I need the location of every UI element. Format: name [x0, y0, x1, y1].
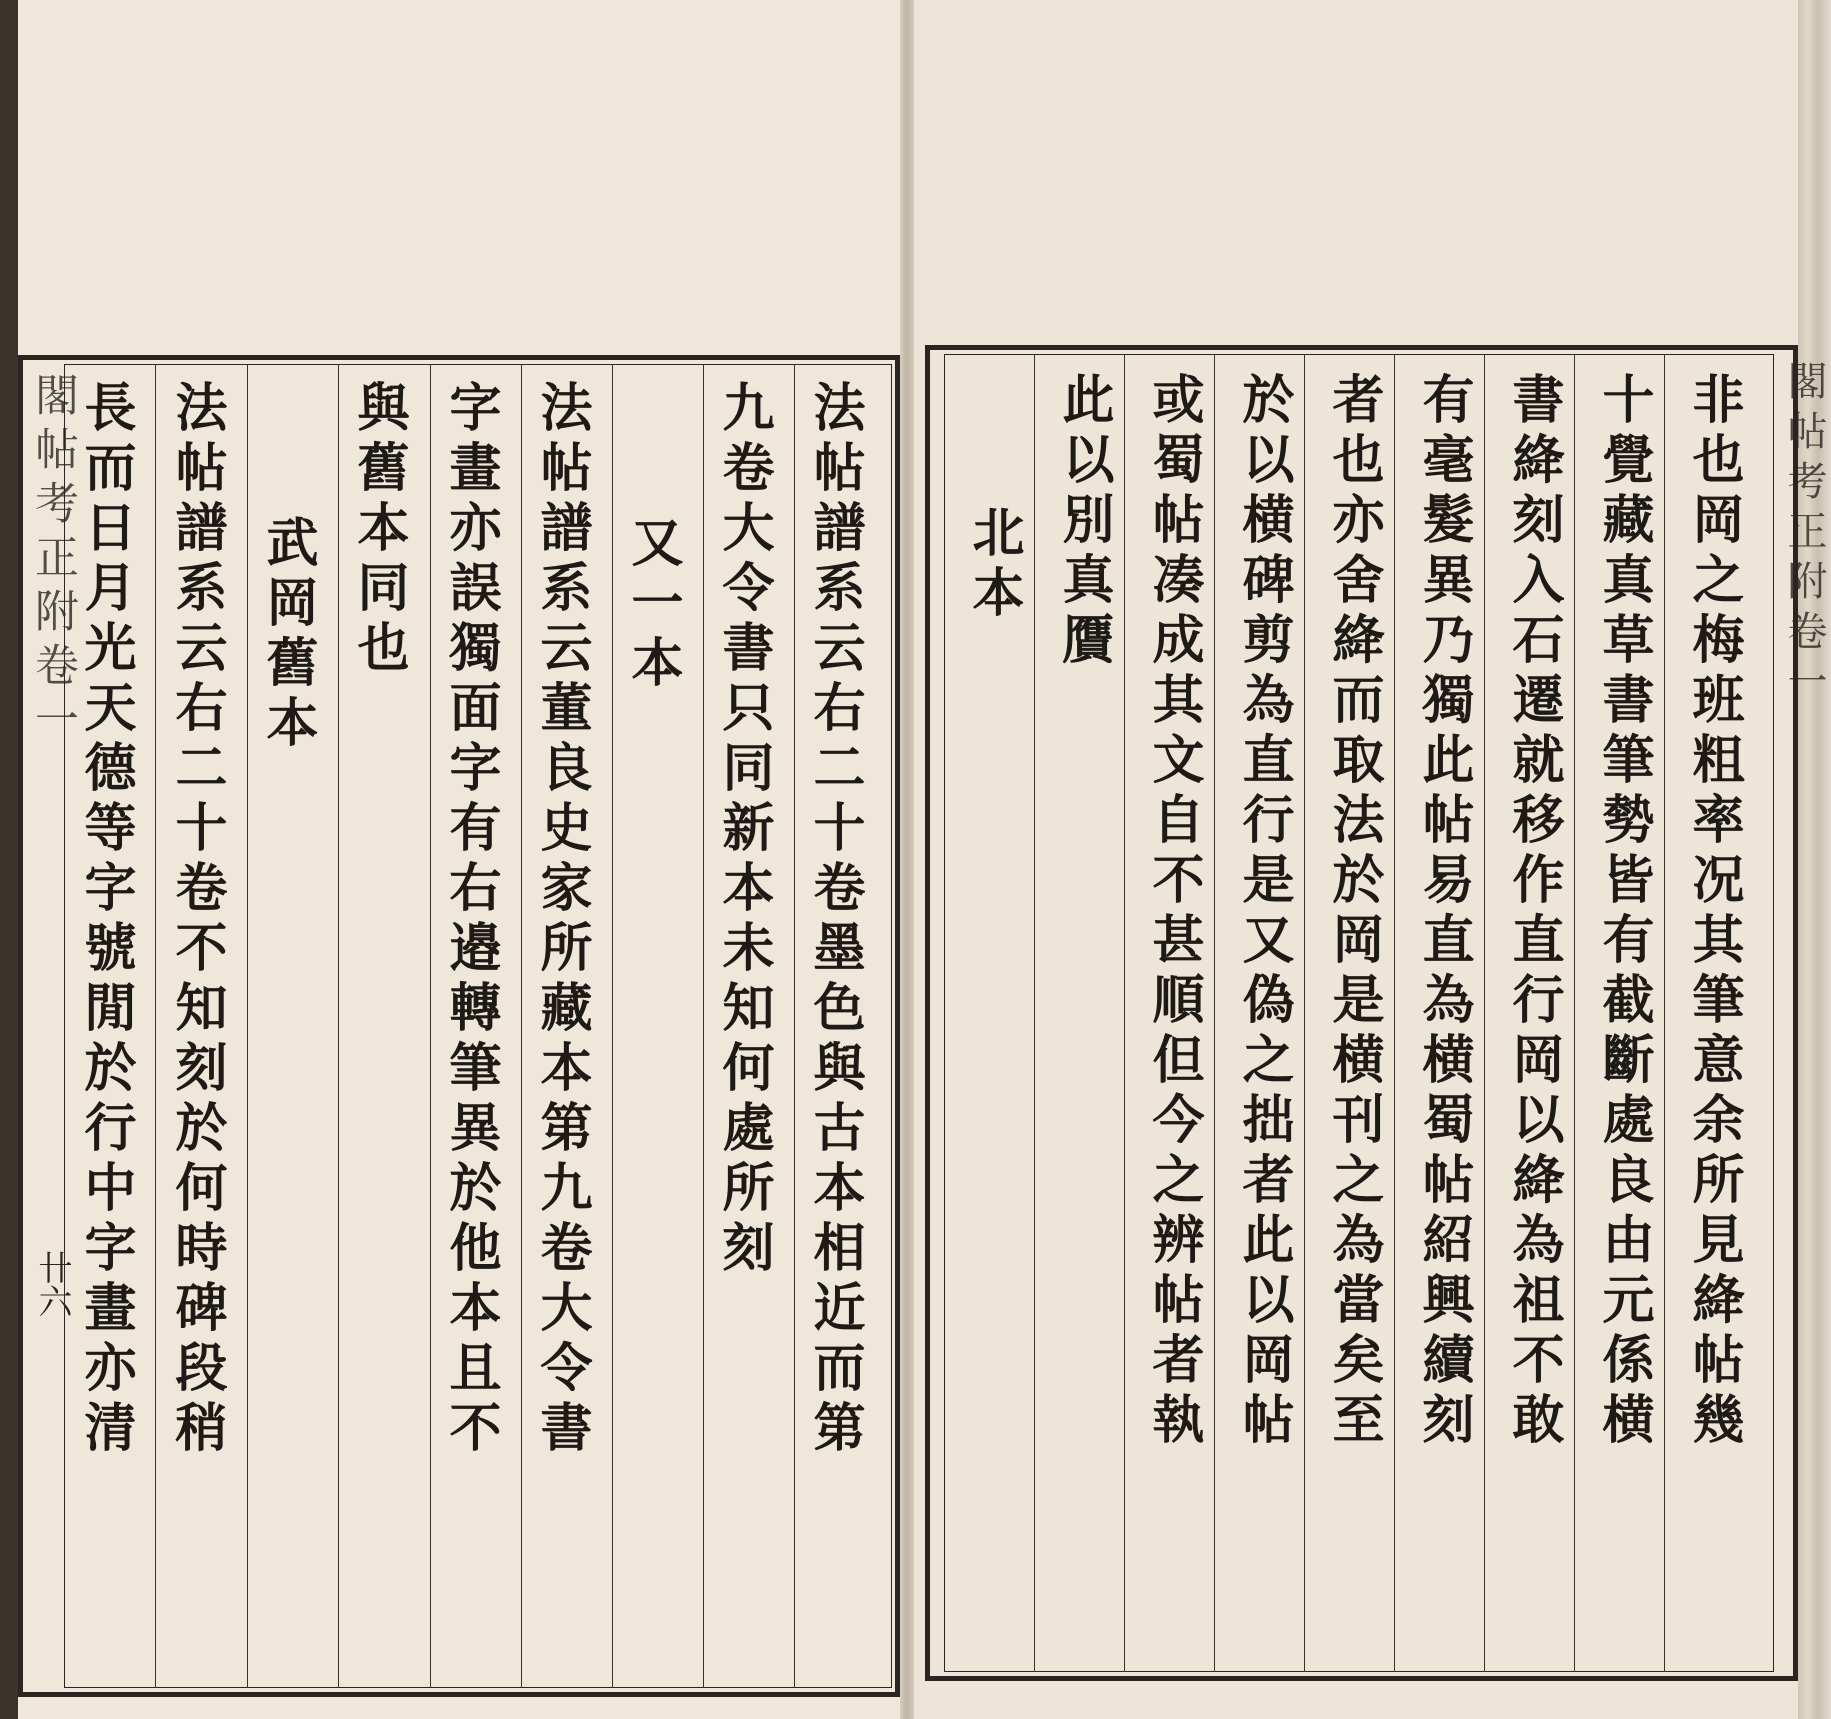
column-rule — [430, 364, 431, 1688]
text-column: 或蜀帖凑成其文自不甚順但今之辨帖者執 — [1143, 372, 1204, 1452]
text-column: 武岡舊本 — [257, 515, 318, 755]
text-column: 此以別真贋 — [1053, 372, 1114, 672]
column-rule — [612, 364, 613, 1688]
column-rule — [794, 364, 795, 1688]
column-rule — [1304, 354, 1305, 1672]
column-rule — [1484, 354, 1485, 1672]
text-column: 北本 — [963, 505, 1024, 625]
text-column: 字畫亦誤獨面字有右邉轉筆異於他本且不 — [440, 380, 501, 1460]
text-column: 非也岡之梅班粗率况其筆意余所見絳帖幾 — [1683, 372, 1744, 1452]
column-rule — [1124, 354, 1125, 1672]
text-column: 長而日月光天德等字號閒於行中字畫亦清 — [75, 380, 136, 1460]
column-rule — [338, 364, 339, 1688]
page-edge — [1798, 0, 1831, 1719]
column-rule — [1214, 354, 1215, 1672]
column-rule — [1574, 354, 1575, 1672]
column-rule — [1394, 354, 1395, 1672]
margin-title: 閣帖考正附卷一 — [27, 372, 78, 750]
text-column: 十覺藏真草書筆勢皆有截斷處良由元係横 — [1593, 372, 1654, 1452]
column-rule — [155, 364, 156, 1688]
column-rule — [1034, 354, 1035, 1672]
column-rule — [247, 364, 248, 1688]
text-column: 法帖譜系云右二十卷不知刻於何時碑段稍 — [166, 380, 227, 1460]
text-column: 者也亦舍絳而取法於岡是横刊之為當矣至 — [1323, 372, 1384, 1452]
text-column: 又一本 — [622, 515, 683, 695]
column-rule — [1664, 354, 1665, 1672]
text-column: 書絳刻入石遷就移作直行岡以絳為祖不敢 — [1503, 372, 1564, 1452]
folio-number: 卄六 — [32, 1250, 72, 1318]
text-column: 九卷大令書只同新本未知何處所刻 — [713, 380, 774, 1280]
text-column: 有毫髮異乃獨此帖易直為横蜀帖紹興續刻 — [1413, 372, 1474, 1452]
column-rule — [703, 364, 704, 1688]
text-column: 法帖譜系云右二十卷墨色與古本相近而第 — [804, 380, 865, 1460]
book-gutter — [900, 0, 914, 1719]
text-column: 於以横碑剪為直行是又偽之拙者此以岡帖 — [1233, 372, 1294, 1452]
text-column: 法帖譜系云董良史家所藏本第九卷大令書 — [531, 380, 592, 1460]
margin-title: 閣帖考正附卷一 — [1781, 360, 1827, 710]
column-rule — [521, 364, 522, 1688]
text-column: 與舊本同也 — [348, 380, 409, 680]
